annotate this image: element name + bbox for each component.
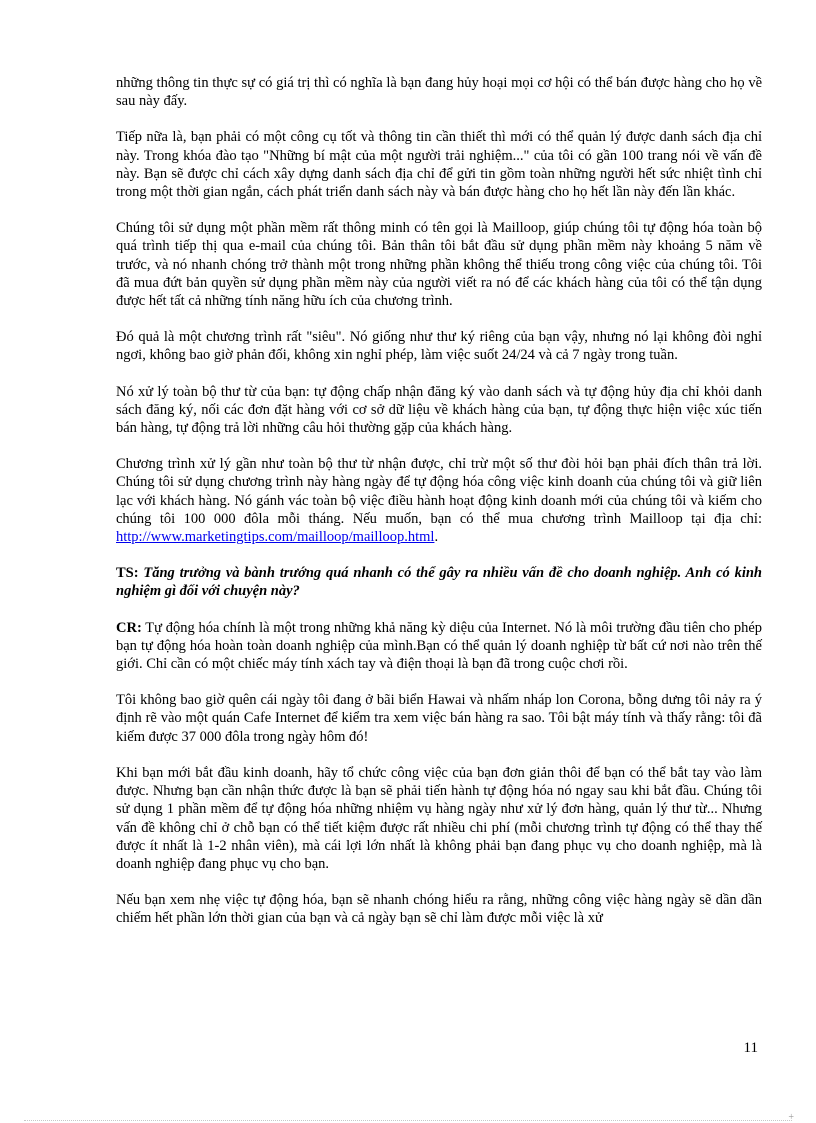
mailloop-end: . <box>434 529 439 546</box>
question-paragraph <box>116 564 762 600</box>
paragraph-5: Nó xử lý toàn bộ thư từ của bạn: tự động chấp nhận đăng ký vào danh sách và tự động hủy địa chỉ khỏi danh sách đăng ký, nối các đơn đặt hàng với cơ sở dữ liệu về khách hàng của bạn, tự động thực hiện việc xúc tiến bán hàng, tự động trả lời những câu hỏi thường gặp của khách hàng. <box>116 383 762 437</box>
mailloop-text: Chương trình xử lý gần như toàn bộ thư từ nhận được, chỉ trừ một số thư đòi hỏi bạn phải đích thân trả lời. Chúng tôi sử dụng chương trình này hàng ngày để tự động hóa công việc kinh doanh của chúng tôi và giữ liên lạc với khách hàng. Nó gánh vác toàn bộ việc điều hành hoạt động kinh doanh mới của chúng tôi và kiếm cho chúng tôi 100 000 đôla mỗi tháng. Nếu muốn, bạn có thể mua chương trình Mailloop tại địa chỉ: <box>116 456 762 527</box>
mailloop-link[interactable]: http://www.marketingtips.com/mailloop/mailloop.html <box>116 529 435 546</box>
paragraph-1: những thông tin thực sự có giá trị thì có nghĩa là bạn đang hủy hoại mọi cơ hội có thể bán được hàng cho họ về sau này đấy. <box>116 75 762 110</box>
paragraph-mailloop <box>116 455 762 546</box>
paragraph-4: Đó quả là một chương trình rất "siêu". Nó giống như thư ký riêng của bạn vậy, nhưng nó lại không đòi nghỉ ngơi, không bao giờ phản đối, không xin nghỉ phép, làm việc suốt 24/24 và cả 7 ngày trong tuần. <box>116 329 762 364</box>
answer-label: CR: <box>116 619 142 636</box>
corner-mark: + <box>788 1112 794 1123</box>
paragraph-after-3: Nếu bạn xem nhẹ việc tự động hóa, bạn sẽ nhanh chóng hiểu ra rằng, những công việc hàng ngày sẽ dần dần chiếm hết phần lớn thời gian của bạn và cả ngày bạn sẽ chỉ làm được mỗi việc là xử <box>116 892 762 927</box>
document-page <box>116 74 762 946</box>
paragraph-after-1: Tôi không bao giờ quên cái ngày tôi đang ở bãi biển Hawai và nhấm nháp lon Corona, bỗng dưng tôi nảy ra ý định rẽ vào một quán Cafe Internet để kiểm tra xem việc bán hàng ra sao. Tôi bật máy tính và thấy rằng: tôi đã kiếm được 37 000 đôla trong ngày hôm đó! <box>116 692 762 745</box>
paragraph-2: Tiếp nữa là, bạn phải có một công cụ tốt và thông tin cần thiết thì mới có thể quản lý được danh sách địa chỉ này. Trong khóa đào tạo "Những bí mật của một người trải nghiệm..." của tôi có gần 100 trang nói về vấn đề này. Bạn sẽ được chỉ cách xây dựng danh sách địa chỉ để gửi tin gồm toàn những người hết sức nhiệt tình chỉ trong một thời gian ngắn, cách phát triển danh sách này và bán được hàng cho họ hết lần này đến lần khác. <box>116 129 762 201</box>
question-label: TS: <box>116 565 139 582</box>
answer-paragraph <box>116 619 762 674</box>
paragraph-after-2: Khi bạn mới bắt đầu kinh doanh, hãy tổ chức công việc của bạn đơn giản thôi để bạn có thể bắt tay vào làm được. Nhưng bạn cần nhận thức được là bạn sẽ phải tiến hành tự động hóa nó ngay sau khi bắt đầu. Chúng tôi sử dụng 1 phần mềm để tự động hóa những nhiệm vụ hàng ngày như xử lý đơn hàng, quản lý thư từ... Nhưng vấn đề không chỉ ở chỗ bạn có thể tiết kiệm được rất nhiều chi phí (mỗi chương trình tự động có thể thay thế được ít nhất là 1-2 nhân viên), mà cái lợi lớn nhất là không phải bạn đang phục vụ cho doanh nghiệp, mà là doanh nghiệp đang phục vụ cho bạn. <box>116 764 762 872</box>
page-number: 11 <box>743 1040 758 1056</box>
page-divider <box>24 1120 792 1121</box>
answer-text: Tự động hóa chính là một trong những khả năng kỳ diệu của Internet. Nó là môi trường đầu tiên cho phép bạn tự động hóa hoàn toàn doanh nghiệp của mình.Bạn có thể quản lý doanh nghiệp từ bất cứ nơi nào trên thế giới. Chỉ cần có một chiếc máy tính xách tay và điện thoại là bạn đã trong cuộc chơi rồi. <box>116 619 762 673</box>
paragraph-3: Chúng tôi sử dụng một phần mềm rất thông minh có tên gọi là Mailloop, giúp chúng tôi tự động hóa toàn bộ quá trình tiếp thị qua e-mail của chúng tôi. Bản thân tôi bắt đầu sử dụng phần mềm này khoảng 5 năm về trước, và nó nhanh chóng trở thành một trong những phần không thể thiếu trong công việc của chúng tôi. Tôi đã mua đứt bản quyền sử dụng phần mềm này của người viết ra nó để các khách hàng của tôi có thể tận dụng được hết tất cả những tính năng hữu ích của chương trình. <box>116 220 762 310</box>
question-text: Tăng trưởng và bành trướng quá nhanh có thể gây ra nhiều vấn đề cho doanh nghiệp. Anh có kinh nghiệm gì đối với chuyện này? <box>116 565 762 600</box>
